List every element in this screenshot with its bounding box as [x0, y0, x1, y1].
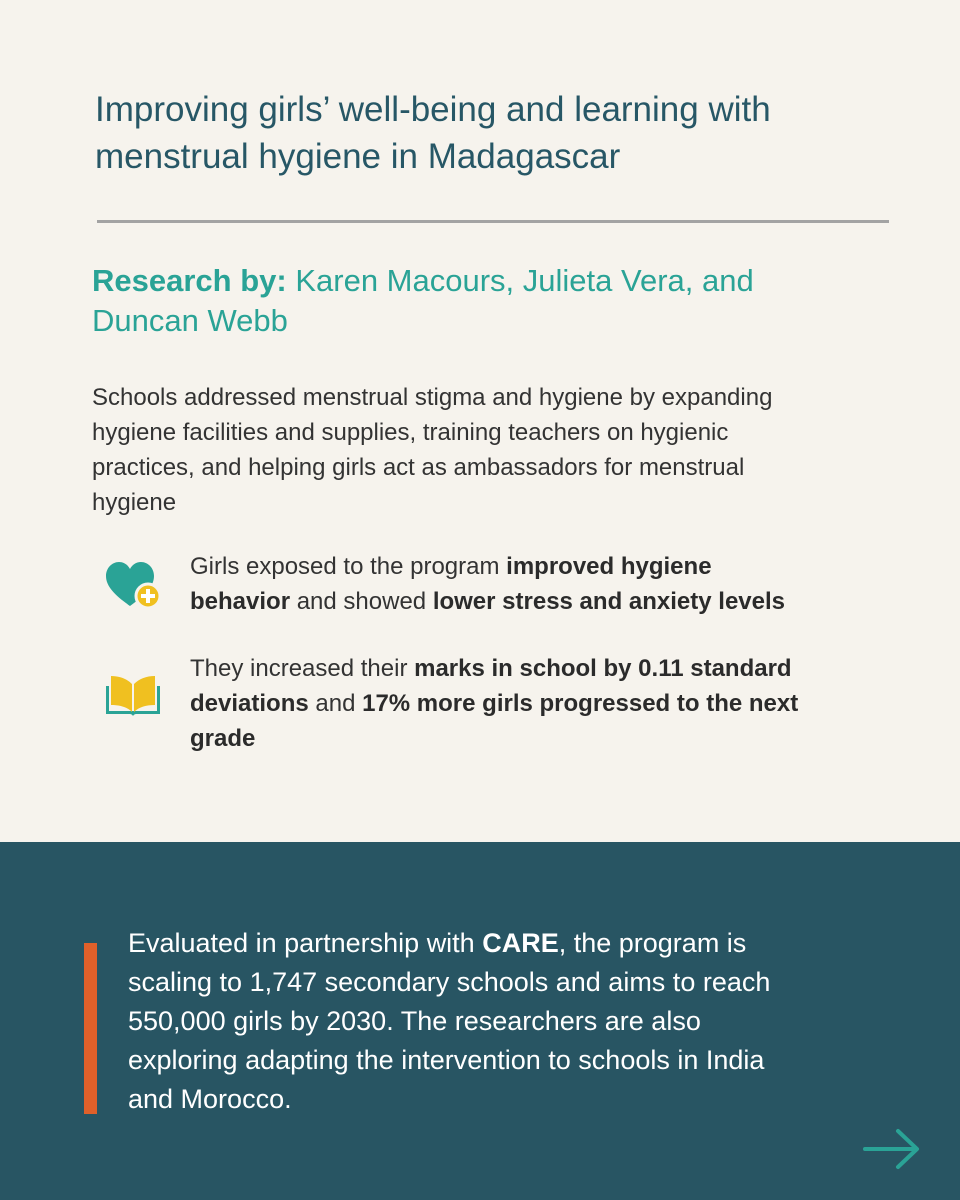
partnership-fragment: Evaluated in partnership with	[128, 928, 483, 958]
finding-highlight: deviations	[190, 690, 309, 717]
partnership-text	[128, 924, 888, 1119]
finding-line	[190, 651, 880, 686]
partnership-line: 550,000 girls by 2030. The researchers are also	[128, 1006, 701, 1036]
finding-highlight: grade	[190, 725, 256, 752]
partnership-line	[128, 924, 888, 963]
finding-highlight: 17% more girls progressed to the next	[362, 690, 799, 717]
partnership-line: and Morocco.	[128, 1084, 292, 1114]
research-line	[92, 261, 852, 301]
page-title	[95, 86, 885, 180]
finding-hygiene	[190, 549, 880, 619]
finding-highlight: marks in school by 0.11 standard	[414, 655, 792, 682]
research-label: Research by:	[92, 263, 287, 298]
open-book-icon	[104, 672, 162, 718]
summary-paragraph	[92, 380, 882, 520]
summary-line: hygiene	[92, 489, 177, 516]
accent-bar	[84, 943, 97, 1114]
research-authors-continued: Duncan Webb	[92, 303, 288, 338]
finding-line	[190, 721, 880, 756]
finding-line	[190, 549, 880, 584]
finding-highlight: improved hygiene	[506, 553, 712, 580]
finding-line	[190, 686, 880, 721]
summary-line: hygiene facilities and supplies, training teachers on hygienic	[92, 419, 729, 446]
finding-text: They increased their	[190, 655, 415, 682]
summary-line: practices, and helping girls act as ambassadors for menstrual	[92, 454, 745, 481]
heart-plus-icon	[104, 560, 162, 612]
finding-highlight: lower stress and anxiety levels	[432, 588, 785, 615]
finding-learning	[190, 651, 880, 756]
title-line: menstrual hygiene in Madagascar	[95, 137, 621, 176]
research-authors: Karen Macours, Julieta Vera, and	[286, 263, 754, 298]
arrow-right-icon[interactable]	[862, 1126, 922, 1172]
finding-highlight: behavior	[190, 588, 291, 615]
finding-text: Girls exposed to the program	[190, 553, 507, 580]
summary-line: Schools addressed menstrual stigma and hygiene by expanding	[92, 384, 773, 411]
partner-name: CARE	[482, 928, 559, 958]
title-line: Improving girls’ well-being and learning with	[95, 90, 771, 129]
partnership-line: exploring adapting the intervention to schools in India	[128, 1045, 765, 1075]
research-credit	[92, 261, 852, 341]
finding-text: and	[308, 690, 363, 717]
finding-line	[190, 584, 880, 619]
divider	[97, 220, 889, 223]
partnership-line: scaling to 1,747 secondary schools and aims to reach	[128, 967, 771, 997]
partnership-fragment: , the program is	[558, 928, 747, 958]
finding-text: and showed	[290, 588, 433, 615]
